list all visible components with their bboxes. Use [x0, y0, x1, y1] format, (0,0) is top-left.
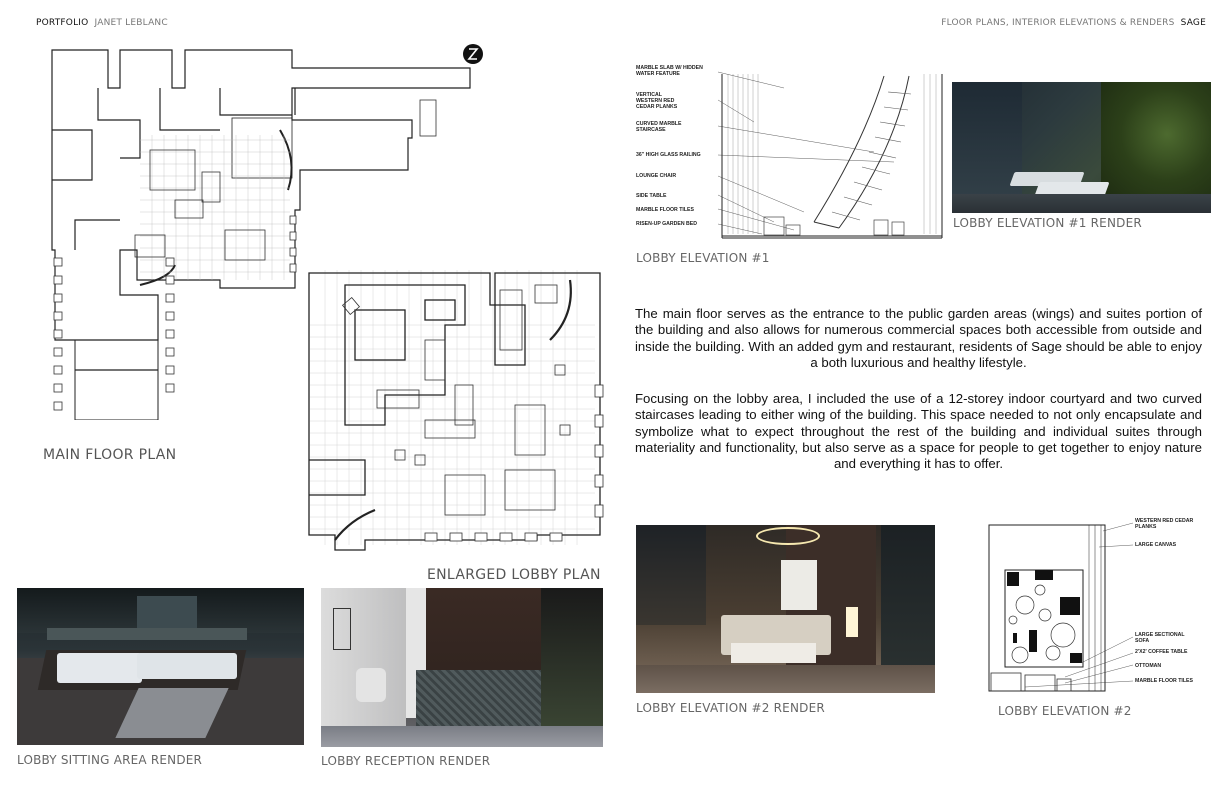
lobby-elevation-1-caption: LOBBY ELEVATION #1: [636, 251, 770, 265]
section-title: FLOOR PLANS, INTERIOR ELEVATIONS & RENDERS: [941, 18, 1175, 28]
svg-text:RISEN-UP GARDEN BED: RISEN-UP GARDEN BED: [636, 221, 698, 227]
enlarged-lobby-plan-caption: ENLARGED LOBBY PLAN: [427, 567, 601, 583]
svg-text:WATER FEATURE: WATER FEATURE: [636, 71, 680, 77]
svg-text:36" HIGH GLASS RAILING: 36" HIGH GLASS RAILING: [636, 152, 701, 158]
svg-text:WESTERN RED: WESTERN RED: [636, 98, 675, 104]
lobby-elevation-2-drawing: [985, 515, 1215, 695]
svg-text:MARBLE FLOOR TILES: MARBLE FLOOR TILES: [1135, 678, 1193, 684]
author-name: JANET LEBLANC: [94, 18, 168, 28]
lobby-reception-render-caption: LOBBY RECEPTION RENDER: [321, 754, 491, 768]
lobby-reception-render-image: [321, 588, 603, 747]
svg-text:OTTOMAN: OTTOMAN: [1135, 663, 1162, 669]
lobby-elevation-1-drawing: [634, 62, 946, 242]
svg-text:PLANKS: PLANKS: [1135, 524, 1157, 530]
svg-text:WESTERN RED CEDAR: WESTERN RED CEDAR: [1135, 518, 1194, 524]
north-arrow-icon: [462, 43, 484, 65]
lobby-elevation-1-render-image: [952, 82, 1211, 213]
svg-text:SOFA: SOFA: [1135, 638, 1150, 644]
lobby-elevation-2-render-image: [636, 525, 935, 693]
project-name: SAGE: [1180, 18, 1206, 28]
portfolio-label: PORTFOLIO: [36, 18, 89, 28]
lobby-elevation-1-render-caption: LOBBY ELEVATION #1 RENDER: [953, 216, 1142, 230]
description-paragraph-1: The main floor serves as the entrance to the public garden areas (wings) and suites portion of the building and also allows for numerous commercial spaces both accessible from outside and inside the building. With an added gym and restaurant, residents of Sage should be able to enjoy a both luxurious and healthy lifestyle.: [635, 306, 1202, 370]
svg-text:STAIRCASE: STAIRCASE: [636, 127, 666, 133]
svg-text:CEDAR PLANKS: CEDAR PLANKS: [636, 104, 678, 110]
lobby-sitting-area-render-image: [17, 588, 304, 745]
svg-text:LOUNGE CHAIR: LOUNGE CHAIR: [636, 173, 677, 179]
header-right: [941, 18, 1206, 28]
svg-text:MARBLE SLAB W/ HIDDEN: MARBLE SLAB W/ HIDDEN: [636, 65, 703, 71]
svg-text:SIDE TABLE: SIDE TABLE: [636, 193, 667, 199]
lobby-elevation-2-caption: LOBBY ELEVATION #2: [998, 704, 1132, 718]
svg-text:LARGE SECTIONAL: LARGE SECTIONAL: [1135, 632, 1185, 638]
svg-text:2'X2' COFFEE TABLE: 2'X2' COFFEE TABLE: [1135, 649, 1188, 655]
header-left: [36, 18, 168, 28]
lobby-elevation-2-render-caption: LOBBY ELEVATION #2 RENDER: [636, 701, 825, 715]
main-floor-plan-caption: MAIN FLOOR PLAN: [43, 447, 177, 463]
svg-text:LARGE CANVAS: LARGE CANVAS: [1135, 542, 1177, 548]
svg-text:MARBLE FLOOR TILES: MARBLE FLOOR TILES: [636, 207, 694, 213]
svg-text:VERTICAL: VERTICAL: [636, 92, 662, 98]
svg-text:CURVED MARBLE: CURVED MARBLE: [636, 121, 682, 127]
enlarged-lobby-plan-drawing: [305, 265, 605, 560]
description-paragraph-2: Focusing on the lobby area, I included the use of a 12-storey indoor courtyard and two curved staircases leading to either wing of the building. This space needed to not only encapsulate and symbolize what to expect throughout the rest of the building and individual suites through materiality and functionality, but also serve as a space for people to get together to enjoy nature and everything it has to offer.: [635, 391, 1202, 472]
lobby-sitting-area-render-caption: LOBBY SITTING AREA RENDER: [17, 753, 203, 767]
